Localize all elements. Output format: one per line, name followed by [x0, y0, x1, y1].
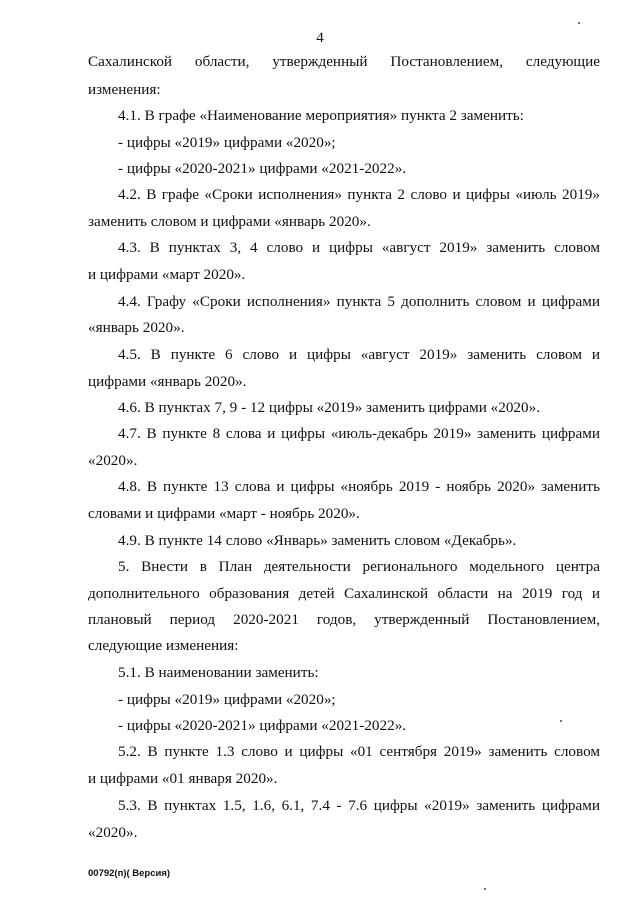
- text-line: цифрами «январь 2020».: [88, 373, 247, 390]
- text-line: дополнительного образования детей Сахалинской области на 2019 год и: [88, 585, 600, 602]
- text-line: - цифры «2019» цифрами «2020»;: [118, 691, 336, 708]
- text-line: словами и цифрами «март - ноябрь 2020».: [88, 505, 360, 522]
- text-line: 4.2. В графе «Сроки исполнения» пункта 2 слово и цифры «июль 2019»: [118, 186, 600, 203]
- text-line: 5.2. В пункте 1.3 слово и цифры «01 сентября 2019» заменить словом: [118, 743, 600, 760]
- text-line: 4.8. В пункте 13 слова и цифры «ноябрь 2019 - ноябрь 2020» заменить: [118, 478, 600, 495]
- text-line: и цифрами «март 2020».: [88, 266, 246, 283]
- text-line: следующие изменения:: [88, 637, 239, 654]
- text-line: 5.3. В пунктах 1.5, 1.6, 6.1, 7.4 - 7.6 цифры «2019» заменить цифрами: [118, 797, 600, 814]
- text-line: - цифры «2020-2021» цифрами «2021-2022».: [118, 160, 407, 177]
- text-line: «январь 2020».: [88, 319, 185, 336]
- text-line: 4.7. В пункте 8 слова и цифры «июль-декабрь 2019» заменить цифрами: [118, 425, 600, 442]
- text-line: «2020».: [88, 452, 138, 469]
- text-line: 5.1. В наименовании заменить:: [118, 664, 319, 681]
- text-line: 5. Внести в План деятельности регионального модельного центра: [118, 558, 600, 575]
- document-footer-code: 00792(п)( Версия): [88, 868, 171, 879]
- text-line: 4.4. Графу «Сроки исполнения» пункта 5 дополнить словом и цифрами: [118, 293, 600, 310]
- text-line: плановый период 2020-2021 годов, утвержденный Постановлением,: [88, 611, 600, 628]
- text-line: «2020».: [88, 824, 138, 841]
- text-line: 4.9. В пункте 14 слово «Январь» заменить словом «Декабрь».: [118, 532, 517, 549]
- text-line: 4.5. В пункте 6 слово и цифры «август 2019» заменить словом и: [118, 346, 600, 363]
- text-line: 4.1. В графе «Наименование мероприятия» пункта 2 заменить:: [118, 107, 524, 124]
- text-line: 4.6. В пунктах 7, 9 - 12 цифры «2019» заменить цифрами «2020».: [118, 399, 540, 416]
- text-line: - цифры «2019» цифрами «2020»;: [118, 134, 336, 151]
- text-line: изменения:: [88, 81, 161, 98]
- text-line: - цифры «2020-2021» цифрами «2021-2022».: [118, 717, 407, 734]
- text-line: заменить словом и цифрами «январь 2020».: [88, 213, 371, 230]
- scan-speck: [484, 888, 486, 890]
- text-line: и цифрами «01 января 2020».: [88, 770, 278, 787]
- page-number: 4: [316, 30, 324, 46]
- scan-speck: [578, 22, 580, 24]
- scan-speck: [560, 720, 562, 722]
- text-line: 4.3. В пунктах 3, 4 слово и цифры «август 2019» заменить словом: [118, 239, 600, 256]
- text-line: Сахалинской области, утвержденный Постановлением, следующие: [88, 53, 600, 70]
